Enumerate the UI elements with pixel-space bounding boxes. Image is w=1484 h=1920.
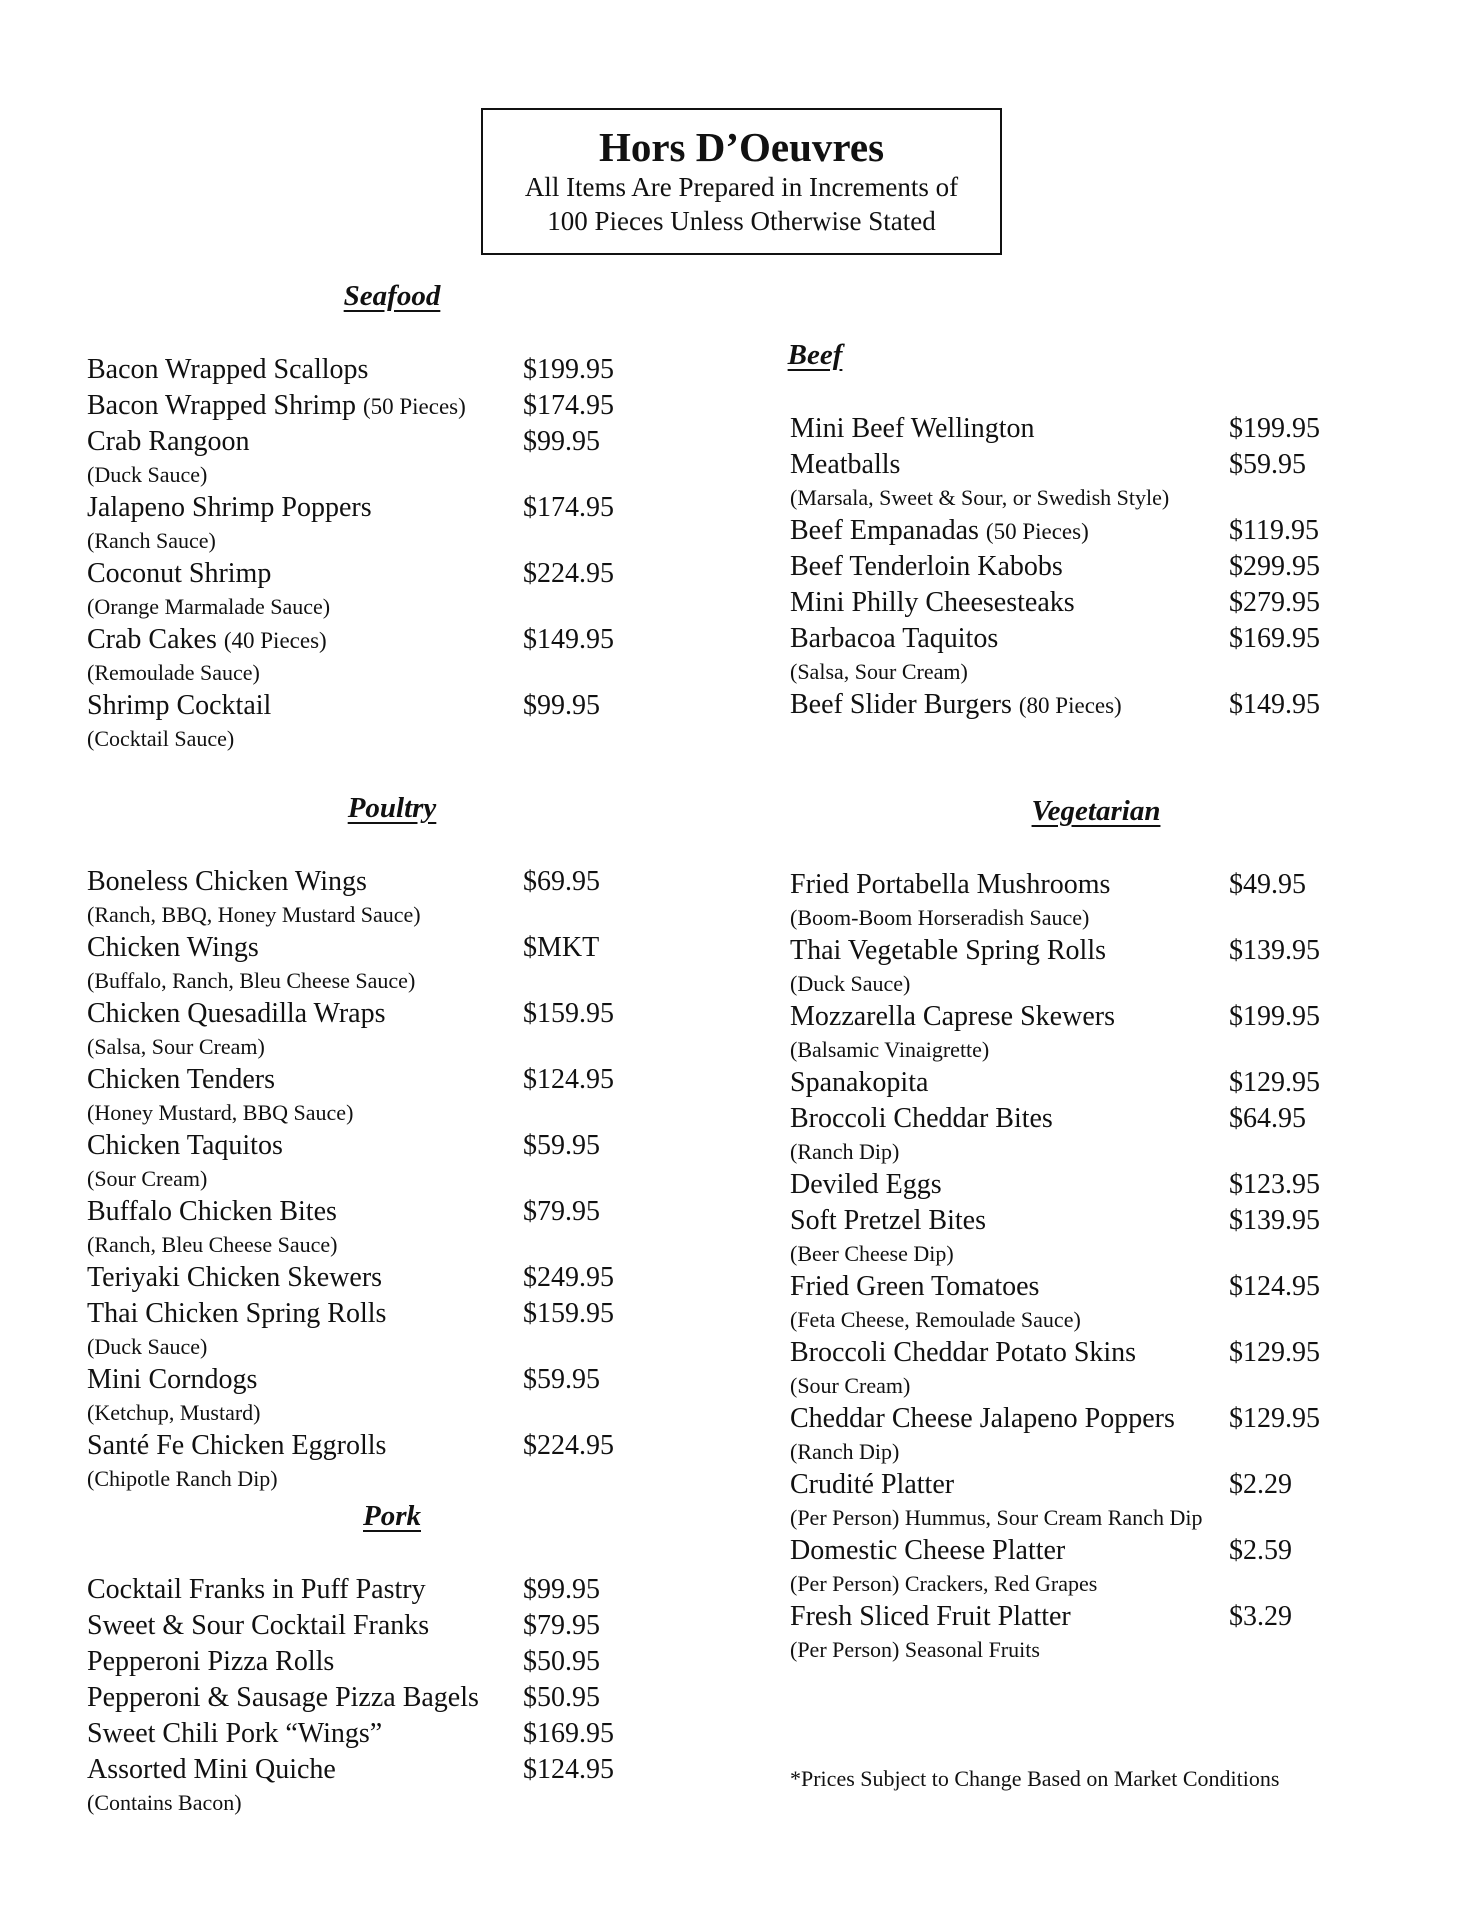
item-name-text: Chicken Wings — [87, 932, 259, 963]
item-note: (Buffalo, Ranch, Bleu Cheese Sauce) — [87, 968, 416, 993]
item-name — [790, 867, 1110, 903]
item-name-text: Spanakopita — [790, 1067, 929, 1098]
item-name — [790, 1467, 954, 1503]
item-name-text: Chicken Taquitos — [87, 1130, 283, 1161]
item-note: (Per Person) Hummus, Sour Cream Ranch Dip — [790, 1505, 1203, 1530]
item-name-text: Assorted Mini Quiche — [87, 1754, 336, 1785]
section-title-poultry: Poultry — [347, 792, 437, 824]
item-name — [87, 1752, 336, 1788]
item-name — [790, 1335, 1136, 1371]
item-price: $224.95 — [523, 558, 614, 589]
item-name-text: Mozzarella Caprese Skewers — [790, 1001, 1115, 1032]
item-name-text: Chicken Tenders — [87, 1064, 276, 1095]
item-name-text: Coconut Shrimp — [87, 558, 272, 589]
page-subtitle-line2: 100 Pieces Unless Otherwise Stated — [547, 206, 936, 236]
item-price: $129.95 — [1229, 1403, 1320, 1434]
item-name — [87, 1062, 275, 1098]
item-price: $159.95 — [523, 1298, 614, 1329]
item-price: $139.95 — [1229, 1205, 1320, 1236]
item-name-text: Jalapeno Shrimp Poppers — [87, 492, 372, 523]
item-name-text: Thai Chicken Spring Rolls — [87, 1298, 387, 1329]
item-name-text: Meatballs — [790, 449, 901, 480]
footnote: *Prices Subject to Change Based on Market Conditions — [790, 1766, 1280, 1791]
menu-item — [87, 424, 647, 460]
item-name — [87, 1572, 426, 1608]
item-note: (Marsala, Sweet & Sour, or Swedish Style) — [790, 485, 1170, 510]
menu-item — [790, 1467, 1410, 1503]
menu-item — [87, 1680, 647, 1716]
poultry-list — [87, 864, 647, 1494]
item-name-text: Fried Portabella Mushrooms — [790, 869, 1111, 900]
item-name — [790, 513, 1089, 550]
item-price: $169.95 — [523, 1718, 614, 1749]
item-note: (Cocktail Sauce) — [87, 726, 235, 751]
item-name — [790, 1401, 1175, 1437]
item-note: (Honey Mustard, BBQ Sauce) — [87, 1100, 354, 1125]
item-price: $59.95 — [523, 1130, 600, 1161]
menu-item — [87, 864, 647, 900]
item-price: $199.95 — [523, 354, 614, 385]
menu-item — [790, 1269, 1410, 1305]
item-name — [790, 585, 1075, 621]
item-note: (Boom-Boom Horseradish Sauce) — [790, 905, 1090, 930]
menu-item — [87, 1194, 647, 1230]
item-price: $99.95 — [523, 690, 600, 721]
item-name-text: Sweet & Sour Cocktail Franks — [87, 1610, 430, 1641]
menu-item — [87, 1362, 647, 1398]
item-note: (Ranch, Bleu Cheese Sauce) — [87, 1232, 338, 1257]
menu-item — [87, 1062, 647, 1098]
item-note: (Ketchup, Mustard) — [87, 1400, 261, 1425]
item-name — [87, 996, 386, 1032]
item-note: (Ranch Dip) — [790, 1139, 900, 1164]
item-note: (Sour Cream) — [87, 1166, 208, 1191]
item-name-text: Mini Beef Wellington — [790, 413, 1035, 444]
item-name — [790, 549, 1063, 585]
item-name — [87, 864, 367, 900]
item-price: $174.95 — [523, 492, 614, 523]
item-note: (Orange Marmalade Sauce) — [87, 594, 331, 619]
item-name — [87, 352, 368, 388]
item-note: (Per Person) Crackers, Red Grapes — [790, 1571, 1098, 1596]
item-name — [87, 1716, 382, 1752]
item-price: $79.95 — [523, 1610, 600, 1641]
pork-list — [87, 1572, 647, 1818]
menu-item — [790, 513, 1410, 549]
item-name — [87, 388, 466, 425]
item-name — [87, 1128, 283, 1164]
item-price: $59.95 — [523, 1364, 600, 1395]
header-box — [481, 108, 1002, 255]
item-name-text: Thai Vegetable Spring Rolls — [790, 935, 1106, 966]
item-price: $124.95 — [1229, 1271, 1320, 1302]
page-subtitle-line1: All Items Are Prepared in Increments of — [524, 172, 959, 202]
item-name-text: Boneless Chicken Wings — [87, 866, 367, 897]
item-price: $59.95 — [1229, 449, 1306, 480]
item-name-text: Domestic Cheese Platter — [790, 1535, 1066, 1566]
menu-item — [87, 388, 647, 424]
menu-item — [790, 933, 1410, 969]
item-name-text: Bacon Wrapped Scallops — [87, 354, 369, 385]
menu-item — [790, 1599, 1410, 1635]
item-name — [790, 447, 900, 483]
menu-item — [790, 411, 1410, 447]
menu-item — [87, 622, 647, 658]
item-name-text: Shrimp Cocktail — [87, 690, 272, 721]
menu-item — [790, 999, 1410, 1035]
item-price: $79.95 — [523, 1196, 600, 1227]
item-name-text: Crudité Platter — [790, 1469, 955, 1500]
item-price: $159.95 — [523, 998, 614, 1029]
menu-item — [87, 1128, 647, 1164]
item-price: $279.95 — [1229, 587, 1320, 618]
item-price: $124.95 — [523, 1754, 614, 1785]
seafood-list — [87, 352, 647, 754]
item-quantity: (40 Pieces) — [223, 628, 327, 653]
item-price: $299.95 — [1229, 551, 1320, 582]
item-price: $MKT — [523, 932, 600, 963]
item-price: $123.95 — [1229, 1169, 1320, 1200]
item-name — [87, 930, 259, 966]
item-note: (Balsamic Vinaigrette) — [790, 1037, 990, 1062]
item-name-text: Beef Slider Burgers — [790, 689, 1012, 720]
item-quantity: (80 Pieces) — [1018, 693, 1122, 718]
item-name — [790, 411, 1035, 447]
item-name-text: Cocktail Franks in Puff Pastry — [87, 1574, 426, 1605]
item-name — [87, 1194, 337, 1230]
item-name-text: Fried Green Tomatoes — [790, 1271, 1040, 1302]
item-name-text: Cheddar Cheese Jalapeno Poppers — [790, 1403, 1175, 1434]
item-note: (Ranch Sauce) — [87, 528, 216, 553]
item-price: $149.95 — [1229, 689, 1320, 720]
item-name-text: Barbacoa Taquitos — [790, 623, 999, 654]
item-name-text: Pepperoni Pizza Rolls — [87, 1646, 335, 1677]
item-name-text: Buffalo Chicken Bites — [87, 1196, 337, 1227]
menu-item — [87, 1572, 647, 1608]
item-price: $124.95 — [523, 1064, 614, 1095]
item-note: (Beer Cheese Dip) — [790, 1241, 954, 1266]
item-price: $119.95 — [1229, 515, 1319, 546]
item-name — [87, 1428, 386, 1464]
item-price: $224.95 — [523, 1430, 614, 1461]
item-price: $174.95 — [523, 390, 614, 421]
item-quantity: (50 Pieces) — [362, 394, 466, 419]
menu-item — [87, 1428, 647, 1464]
item-note: (Remoulade Sauce) — [87, 660, 260, 685]
item-quantity: (50 Pieces) — [985, 519, 1089, 544]
item-name — [87, 490, 372, 526]
item-name-text: Pepperoni & Sausage Pizza Bagels — [87, 1682, 479, 1713]
item-name — [790, 687, 1122, 724]
item-name-text: Broccoli Cheddar Potato Skins — [790, 1337, 1137, 1368]
item-price: $50.95 — [523, 1682, 600, 1713]
item-price: $69.95 — [523, 866, 600, 897]
item-name-text: Mini Philly Cheesesteaks — [790, 587, 1075, 618]
item-price: $169.95 — [1229, 623, 1320, 654]
item-price: $3.29 — [1229, 1601, 1292, 1632]
item-name — [790, 933, 1106, 969]
menu-item — [790, 687, 1410, 723]
item-name — [790, 999, 1115, 1035]
item-price: $199.95 — [1229, 413, 1320, 444]
item-name — [790, 1533, 1065, 1569]
menu-item — [87, 1644, 647, 1680]
menu-item — [790, 585, 1410, 621]
item-name-text: Mini Corndogs — [87, 1364, 258, 1395]
menu-item — [87, 688, 647, 724]
item-note: (Chipotle Ranch Dip) — [87, 1466, 278, 1491]
menu-item — [87, 996, 647, 1032]
vegetarian-list — [790, 867, 1410, 1665]
section-title-vegetarian: Vegetarian — [1031, 795, 1161, 827]
item-note: (Duck Sauce) — [790, 971, 911, 996]
menu-item — [790, 621, 1410, 657]
menu-item — [790, 867, 1410, 903]
menu-item — [87, 1260, 647, 1296]
item-price: $149.95 — [523, 624, 614, 655]
item-name — [790, 621, 998, 657]
item-name-text: Chicken Quesadilla Wraps — [87, 998, 386, 1029]
item-price: $99.95 — [523, 1574, 600, 1605]
item-note: (Salsa, Sour Cream) — [87, 1034, 265, 1059]
item-name — [790, 1101, 1053, 1137]
item-name-text: Crab Cakes — [87, 624, 217, 655]
item-price: $99.95 — [523, 426, 600, 457]
menu-item — [87, 490, 647, 526]
beef-list — [790, 411, 1410, 723]
item-name — [87, 688, 271, 724]
item-price: $139.95 — [1229, 935, 1320, 966]
menu-item — [790, 1101, 1410, 1137]
item-name — [87, 1644, 334, 1680]
item-name — [87, 1680, 479, 1716]
menu-item — [87, 1296, 647, 1332]
item-name — [87, 1296, 386, 1332]
item-name — [87, 1608, 429, 1644]
item-name-text: Crab Rangoon — [87, 426, 250, 457]
item-note: (Duck Sauce) — [87, 1334, 208, 1359]
item-name — [790, 1167, 942, 1203]
item-name-text: Bacon Wrapped Shrimp — [87, 390, 356, 421]
item-price: $2.59 — [1229, 1535, 1292, 1566]
item-name — [790, 1599, 1071, 1635]
section-title-beef: Beef — [787, 339, 843, 371]
menu-item — [790, 1065, 1410, 1101]
menu-item — [790, 1335, 1410, 1371]
menu-item — [790, 1533, 1410, 1569]
menu-item — [87, 1716, 647, 1752]
item-price: $2.29 — [1229, 1469, 1292, 1500]
menu-item — [790, 1203, 1410, 1239]
item-name-text: Sweet Chili Pork “Wings” — [87, 1718, 383, 1749]
item-price: $129.95 — [1229, 1067, 1320, 1098]
menu-item — [790, 1401, 1410, 1437]
menu-item — [790, 549, 1410, 585]
item-name-text: Fresh Sliced Fruit Platter — [790, 1601, 1071, 1632]
menu-item — [790, 1167, 1410, 1203]
item-note: (Sour Cream) — [790, 1373, 911, 1398]
menu-item — [87, 930, 647, 966]
item-name — [87, 622, 327, 659]
item-name — [790, 1269, 1039, 1305]
item-price: $249.95 — [523, 1262, 614, 1293]
item-name-text: Deviled Eggs — [790, 1169, 942, 1200]
item-name — [790, 1065, 928, 1101]
item-name — [790, 1203, 986, 1239]
item-name-text: Broccoli Cheddar Bites — [790, 1103, 1053, 1134]
item-note: (Ranch Dip) — [790, 1439, 900, 1464]
item-name-text: Santé Fe Chicken Eggrolls — [87, 1430, 387, 1461]
item-note: (Feta Cheese, Remoulade Sauce) — [790, 1307, 1081, 1332]
menu-item — [87, 352, 647, 388]
menu-item — [87, 1752, 647, 1788]
item-name — [87, 1362, 257, 1398]
item-price: $64.95 — [1229, 1103, 1306, 1134]
item-price: $50.95 — [523, 1646, 600, 1677]
menu-item — [790, 447, 1410, 483]
item-name-text: Teriyaki Chicken Skewers — [87, 1262, 383, 1293]
section-title-seafood: Seafood — [343, 280, 441, 312]
item-price: $129.95 — [1229, 1337, 1320, 1368]
item-name-text: Beef Tenderloin Kabobs — [790, 551, 1063, 582]
item-name — [87, 424, 250, 460]
item-note: (Contains Bacon) — [87, 1790, 242, 1815]
item-name — [87, 1260, 382, 1296]
item-note: (Per Person) Seasonal Fruits — [790, 1637, 1040, 1662]
item-name — [87, 556, 271, 592]
section-title-pork: Pork — [363, 1500, 421, 1532]
page-title: Hors D’Oeuvres — [598, 124, 885, 170]
menu-item — [87, 556, 647, 592]
item-price: $49.95 — [1229, 869, 1306, 900]
item-name-text: Soft Pretzel Bites — [790, 1205, 986, 1236]
item-note: (Duck Sauce) — [87, 462, 208, 487]
item-note: (Ranch, BBQ, Honey Mustard Sauce) — [87, 902, 421, 927]
item-note: (Salsa, Sour Cream) — [790, 659, 968, 684]
menu-item — [87, 1608, 647, 1644]
item-price: $199.95 — [1229, 1001, 1320, 1032]
item-name-text: Beef Empanadas — [790, 515, 979, 546]
